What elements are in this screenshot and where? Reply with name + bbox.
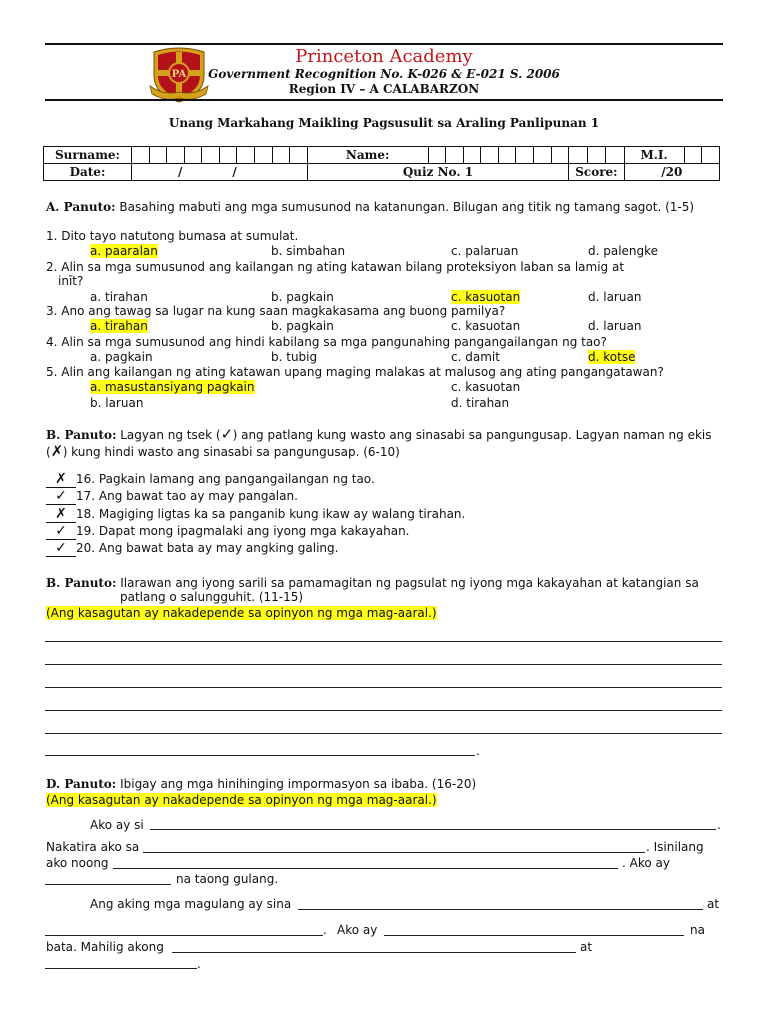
- name-label: Name:: [307, 147, 428, 164]
- surname-box[interactable]: [290, 147, 308, 164]
- d-line6-end: na: [690, 923, 705, 937]
- question-2-cont: inīt?: [58, 274, 84, 288]
- part-b-text: ) kung hindi wasto ang sinasabi sa pangungusap. (6-10): [62, 445, 400, 459]
- q4-option-b[interactable]: b. tubig: [271, 350, 318, 364]
- item-text: 20. Ang bawat bata ay may angking galing.: [76, 541, 339, 555]
- name-box[interactable]: [481, 147, 499, 164]
- date-field[interactable]: [131, 164, 307, 181]
- date-slash: /: [177, 165, 183, 179]
- question-3: 3. Ano ang tawag sa lugar na kung saan magkakasama ang buong pamilya?: [46, 304, 506, 318]
- cross-icon: ✗: [50, 442, 64, 460]
- school-name: Princeton Academy: [295, 46, 473, 67]
- part-b-text: ) ang patlang kung wasto ang sinasabi sa pangungusap. Lagyan naman ng ekis: [232, 428, 712, 442]
- part-d-text: Ibigay ang mga hinihinging impormasyon sa ibaba. (16-20): [120, 777, 477, 791]
- q2-option-a[interactable]: a. tirahan: [90, 290, 148, 304]
- q4-option-d[interactable]: d. kotse: [588, 350, 636, 364]
- child-order-blank[interactable]: [384, 935, 684, 936]
- region: Region IV – A CALABARZON: [288, 82, 480, 96]
- question-4: 4. Alin sa mga sumusunod ang hindi kabilang sa mga pangunahing pangangailangan ng tao?: [46, 335, 607, 349]
- answer-line[interactable]: [45, 664, 722, 665]
- name-box[interactable]: [606, 147, 625, 164]
- mi-label: M.I.: [624, 147, 684, 164]
- name-box[interactable]: [463, 147, 481, 164]
- d-line1-label: Ako ay si: [90, 818, 144, 832]
- name-box[interactable]: [516, 147, 534, 164]
- item-text: 16. Pagkain lamang ang pangangailangan ng tao.: [76, 472, 375, 486]
- d-line4-label: na taong gulang.: [176, 872, 279, 886]
- surname-box[interactable]: [131, 147, 149, 164]
- name-box[interactable]: [551, 147, 569, 164]
- hobby-blank-cont[interactable]: [45, 968, 197, 969]
- d-line7-label: bata. Mahilig akong: [46, 940, 164, 954]
- q2-option-c[interactable]: c. kasuotan: [451, 290, 521, 304]
- d-line3-label: ako noong: [46, 856, 109, 870]
- address-blank[interactable]: [143, 852, 645, 853]
- d-line5-end: at: [707, 897, 720, 911]
- answer-blank[interactable]: ✓: [46, 488, 76, 505]
- surname-box[interactable]: [184, 147, 202, 164]
- d-line8-end: .: [197, 957, 201, 971]
- part-c-note: (Ang kasagutan ay nakadepende sa opinyon ng mga mag-aaral.): [46, 606, 437, 620]
- list-item: [46, 540, 338, 557]
- surname-box[interactable]: [149, 147, 167, 164]
- top-rule: [45, 43, 723, 45]
- d-line3-end: . Ako ay: [622, 856, 670, 870]
- svg-text:PA: PA: [171, 69, 187, 80]
- q1-option-c[interactable]: c. palaruan: [451, 244, 519, 258]
- date-slash: /: [232, 165, 237, 179]
- part-d-instruction: [46, 777, 476, 791]
- d-line7-end: at: [580, 940, 593, 954]
- q2-option-d[interactable]: d. laruan: [588, 290, 642, 304]
- q1-option-d[interactable]: d. palengke: [588, 244, 659, 258]
- part-a-text: Basahing mabuti ang mga sumusunod na katanungan. Bilugan ang titik ng tamang sagot. (1-5): [119, 200, 695, 214]
- name-blank[interactable]: [150, 829, 716, 830]
- answer-line[interactable]: [45, 733, 722, 734]
- part-b-text: (: [46, 445, 51, 459]
- list-item: [46, 471, 375, 488]
- q4-option-a[interactable]: a. pagkain: [90, 350, 153, 364]
- check-icon: ✓: [220, 425, 234, 443]
- part-d-label: D. Panuto:: [46, 777, 117, 791]
- answer-blank[interactable]: ✓: [46, 523, 76, 540]
- q2-option-b[interactable]: b. pagkain: [271, 290, 334, 304]
- quiz-number: Quiz No. 1: [307, 164, 568, 181]
- part-b-label: B. Panuto:: [46, 428, 117, 442]
- answer-line[interactable]: [45, 710, 722, 711]
- q3-option-b[interactable]: b. pagkain: [271, 319, 334, 333]
- surname-box[interactable]: [202, 147, 220, 164]
- hobby-blank[interactable]: [172, 952, 576, 953]
- q4-option-c[interactable]: c. damit: [451, 350, 500, 364]
- name-box[interactable]: [587, 147, 606, 164]
- date-label: Date:: [44, 164, 132, 181]
- item-text: 19. Dapat mong ipagmalaki ang iyong mga kakayahan.: [76, 524, 410, 538]
- q1-option-a[interactable]: a. paaralan: [90, 244, 158, 258]
- q5-option-d[interactable]: d. tirahan: [451, 396, 510, 410]
- q5-option-a[interactable]: a. masustansiyang pagkain: [90, 380, 255, 394]
- name-box[interactable]: [428, 147, 446, 164]
- part-a-label: A. Panuto:: [46, 200, 116, 214]
- item-text: 18. Magiging ligtas ka sa panganib kung ikaw ay walang tirahan.: [76, 507, 466, 521]
- score-label: Score:: [569, 164, 625, 181]
- answer-blank[interactable]: ✓: [46, 540, 76, 557]
- score-total: /20: [624, 164, 719, 181]
- q3-option-a[interactable]: a. tirahan: [90, 319, 148, 333]
- part-c-label: B. Panuto:: [46, 576, 117, 590]
- d-line2-label: Nakatira ako sa: [46, 840, 140, 854]
- part-c-text: Ilarawan ang iyong sarili sa pamamagitan ng pagsulat ng iyong mga kakayahan at katangian sa: [120, 576, 699, 590]
- surname-box[interactable]: [167, 147, 185, 164]
- answer-line[interactable]: [45, 687, 722, 688]
- d-line2-end: . Isinilang: [646, 840, 704, 854]
- part-c-instruction-cont: patlang o salungguhit. (11-15): [120, 590, 304, 604]
- d-line1-end: .: [717, 818, 721, 832]
- item-text: 17. Ang bawat tao ay may pangalan.: [76, 489, 298, 503]
- part-a-instruction: [46, 200, 694, 214]
- d-line5-label: Ang aking mga magulang ay sina: [90, 897, 292, 911]
- part-b-text: Lagyan ng tsek (: [120, 428, 221, 442]
- age-blank[interactable]: [45, 884, 171, 885]
- surname-box[interactable]: [219, 147, 237, 164]
- q5-option-b[interactable]: b. laruan: [90, 396, 144, 410]
- d-line6-period: .: [323, 923, 327, 937]
- mi-box[interactable]: [684, 147, 702, 164]
- surname-label: Surname:: [44, 147, 132, 164]
- part-d-note: (Ang kasagutan ay nakadepende sa opinyon ng mga mag-aaral.): [46, 793, 437, 807]
- part-b-instruction-line2: [46, 442, 400, 460]
- mi-box[interactable]: [702, 147, 720, 164]
- answer-blank[interactable]: ✗: [46, 471, 76, 488]
- q1-option-b[interactable]: b. simbahan: [271, 244, 346, 258]
- line-end-period: .: [476, 744, 480, 758]
- d-line6-label: Ako ay: [337, 923, 378, 937]
- student-info-table: [43, 146, 720, 181]
- part-c-instruction: [46, 576, 699, 590]
- name-box[interactable]: [534, 147, 552, 164]
- parents-blank[interactable]: [298, 909, 703, 910]
- birthdate-blank[interactable]: [113, 868, 618, 869]
- name-box[interactable]: [446, 147, 464, 164]
- list-item: [46, 488, 298, 505]
- q5-option-c[interactable]: c. kasuotan: [451, 380, 521, 394]
- surname-box[interactable]: [255, 147, 273, 164]
- question-1: 1. Dito tayo natutong bumasa at sumulat.: [46, 229, 299, 243]
- part-b-instruction-line1: [46, 425, 712, 443]
- surname-box[interactable]: [237, 147, 255, 164]
- name-box[interactable]: [569, 147, 588, 164]
- answer-line[interactable]: [45, 641, 722, 642]
- name-box[interactable]: [498, 147, 516, 164]
- government-recognition: Government Recognition No. K-026 & E-021 S. 2006: [208, 67, 560, 81]
- question-5: 5. Alin ang kailangan ng ating katawan upang maging malakas at malusog ang ating pangangatawan?: [46, 365, 664, 379]
- header-rule: [45, 99, 723, 101]
- q3-option-c[interactable]: c. kasuotan: [451, 319, 521, 333]
- surname-box[interactable]: [272, 147, 290, 164]
- q3-option-d[interactable]: d. laruan: [588, 319, 642, 333]
- parents-blank-cont[interactable]: [45, 935, 323, 936]
- quiz-title: Unang Markahang Maikling Pagsusulit sa Araling Panlipunan 1: [168, 116, 600, 130]
- answer-blank[interactable]: ✗: [46, 506, 76, 523]
- list-item: [46, 506, 465, 523]
- question-2: 2. Alin sa mga sumusunod ang kailangan ng ating katawan bilang proteksiyon laban sa lamig at: [46, 260, 625, 274]
- answer-line[interactable]: [45, 755, 475, 756]
- list-item: [46, 523, 410, 540]
